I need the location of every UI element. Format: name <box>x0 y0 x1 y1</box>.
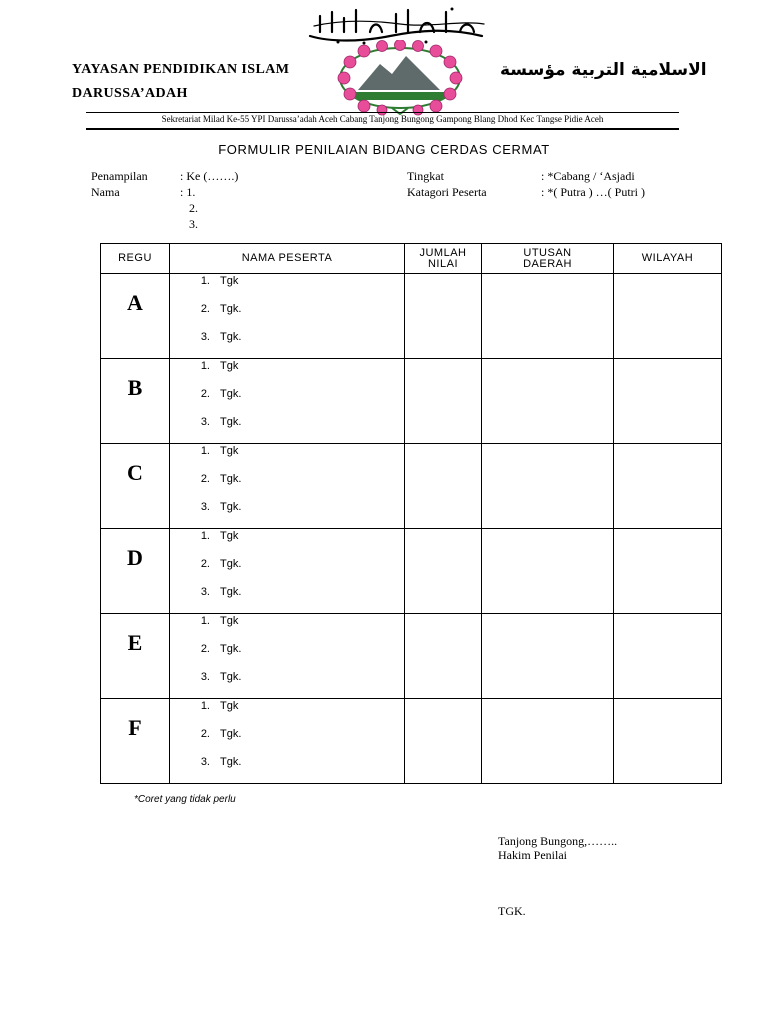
participant-item[interactable]: 3. Tgk. <box>200 756 242 768</box>
jumlah-nilai-cell[interactable] <box>405 699 482 784</box>
form-title: FORMULIR PENILAIAN BIDANG CERDAS CERMAT <box>218 142 550 157</box>
participant-item[interactable]: 2. Tgk. <box>200 558 242 570</box>
kategori-label: Katagori Peserta <box>407 185 487 199</box>
utusan-daerah-cell[interactable] <box>482 614 614 699</box>
header-rule-top <box>86 112 679 113</box>
participant-list <box>170 359 404 443</box>
regu-letter: D <box>127 545 143 570</box>
utusan-daerah-cell[interactable] <box>482 444 614 529</box>
header-utusan-daerah <box>482 244 614 274</box>
header-rule-bottom <box>86 128 679 130</box>
participant-list <box>170 529 404 613</box>
regu-letter: C <box>127 460 143 485</box>
table-row <box>101 359 722 444</box>
tingkat-value[interactable]: : *Cabang / ‘Asjadi <box>541 169 635 183</box>
utusan-daerah-cell[interactable] <box>482 274 614 359</box>
utusan-daerah-cell[interactable] <box>482 699 614 784</box>
org-name-arabic: الاسلامية التربية مؤسسة <box>500 60 707 80</box>
jumlah-nilai-cell[interactable] <box>405 529 482 614</box>
penampilan-value[interactable]: : Ke (…….) <box>180 169 239 183</box>
nama-field-3[interactable]: 3. <box>189 217 198 231</box>
wilayah-cell[interactable] <box>614 444 722 529</box>
utusan-daerah-cell[interactable] <box>482 359 614 444</box>
participant-list <box>170 614 404 698</box>
participant-item[interactable]: 1. Tgk <box>200 275 239 287</box>
table-row <box>101 699 722 784</box>
header-utusan-line2: DAERAH <box>523 257 572 270</box>
wilayah-cell[interactable] <box>614 274 722 359</box>
kategori-value[interactable]: : *( Putra ) …( Putri ) <box>541 185 645 199</box>
table-header-row <box>101 244 722 274</box>
jumlah-nilai-cell[interactable] <box>405 359 482 444</box>
footnote: *Coret yang tidak perlu <box>134 794 236 805</box>
participant-item[interactable]: 1. Tgk <box>200 530 239 542</box>
organization-logo-icon <box>330 40 470 116</box>
header-utusan-line1: UTUSAN <box>523 246 572 259</box>
utusan-daerah-cell[interactable] <box>482 529 614 614</box>
participant-item[interactable]: 3. Tgk. <box>200 331 242 343</box>
header-nama-peserta: NAMA PESERTA <box>170 244 405 274</box>
participant-item[interactable]: 1. Tgk <box>200 360 239 372</box>
jumlah-nilai-cell[interactable] <box>405 614 482 699</box>
regu-letter: A <box>127 290 143 315</box>
signature-role: Hakim Penilai <box>498 848 567 862</box>
participant-item[interactable]: 2. Tgk. <box>200 388 242 400</box>
header-wilayah: WILAYAH <box>614 244 722 274</box>
org-name-line1: YAYASAN PENDIDIKAN ISLAM <box>72 62 290 77</box>
participant-item[interactable]: 1. Tgk <box>200 700 239 712</box>
nama-field-2[interactable]: 2. <box>189 201 198 215</box>
participant-item[interactable]: 2. Tgk. <box>200 473 242 485</box>
jumlah-nilai-cell[interactable] <box>405 444 482 529</box>
header-jumlah-line1: JUMLAH <box>419 246 467 259</box>
table-row <box>101 614 722 699</box>
participant-item[interactable]: 2. Tgk. <box>200 303 242 315</box>
participant-item[interactable]: 2. Tgk. <box>200 728 242 740</box>
tingkat-label: Tingkat <box>407 169 444 183</box>
signature-name[interactable]: TGK. <box>498 904 526 918</box>
secretariat-address: Sekretariat Milad Ke-55 YPI Darussa’adah Aceh Cabang Tanjong Bungong Gampong Blang Dhod Kec Tangse Pidie Aceh <box>161 114 604 124</box>
participant-item[interactable]: 2. Tgk. <box>200 643 242 655</box>
participant-item[interactable]: 3. Tgk. <box>200 586 242 598</box>
regu-letter: B <box>127 375 143 400</box>
header-jumlah-line2: NILAI <box>427 257 458 270</box>
participant-list <box>170 444 404 528</box>
header-regu: REGU <box>101 244 170 274</box>
wilayah-cell[interactable] <box>614 614 722 699</box>
nama-label: Nama <box>91 185 120 199</box>
participant-list <box>170 699 404 783</box>
jumlah-nilai-cell[interactable] <box>405 274 482 359</box>
org-name-line2: DARUSSA’ADAH <box>72 86 188 101</box>
participant-item[interactable]: 1. Tgk <box>200 615 239 627</box>
participant-item[interactable]: 3. Tgk. <box>200 671 242 683</box>
nama-field-1[interactable]: : 1. <box>180 185 196 199</box>
regu-letter: F <box>128 715 142 740</box>
scoring-table <box>100 243 722 784</box>
wilayah-cell[interactable] <box>614 529 722 614</box>
participant-item[interactable]: 1. Tgk <box>200 445 239 457</box>
wilayah-cell[interactable] <box>614 359 722 444</box>
penampilan-label: Penampilan <box>91 169 148 183</box>
table-row <box>101 444 722 529</box>
participant-item[interactable]: 3. Tgk. <box>200 501 242 513</box>
wilayah-cell[interactable] <box>614 699 722 784</box>
participant-item[interactable]: 3. Tgk. <box>200 416 242 428</box>
table-row <box>101 529 722 614</box>
table-row <box>101 274 722 359</box>
participant-list <box>170 274 404 358</box>
signature-place-date: Tanjong Bungong,…….. <box>498 834 618 848</box>
regu-letter: E <box>127 630 143 655</box>
header-jumlah-nilai <box>405 244 482 274</box>
